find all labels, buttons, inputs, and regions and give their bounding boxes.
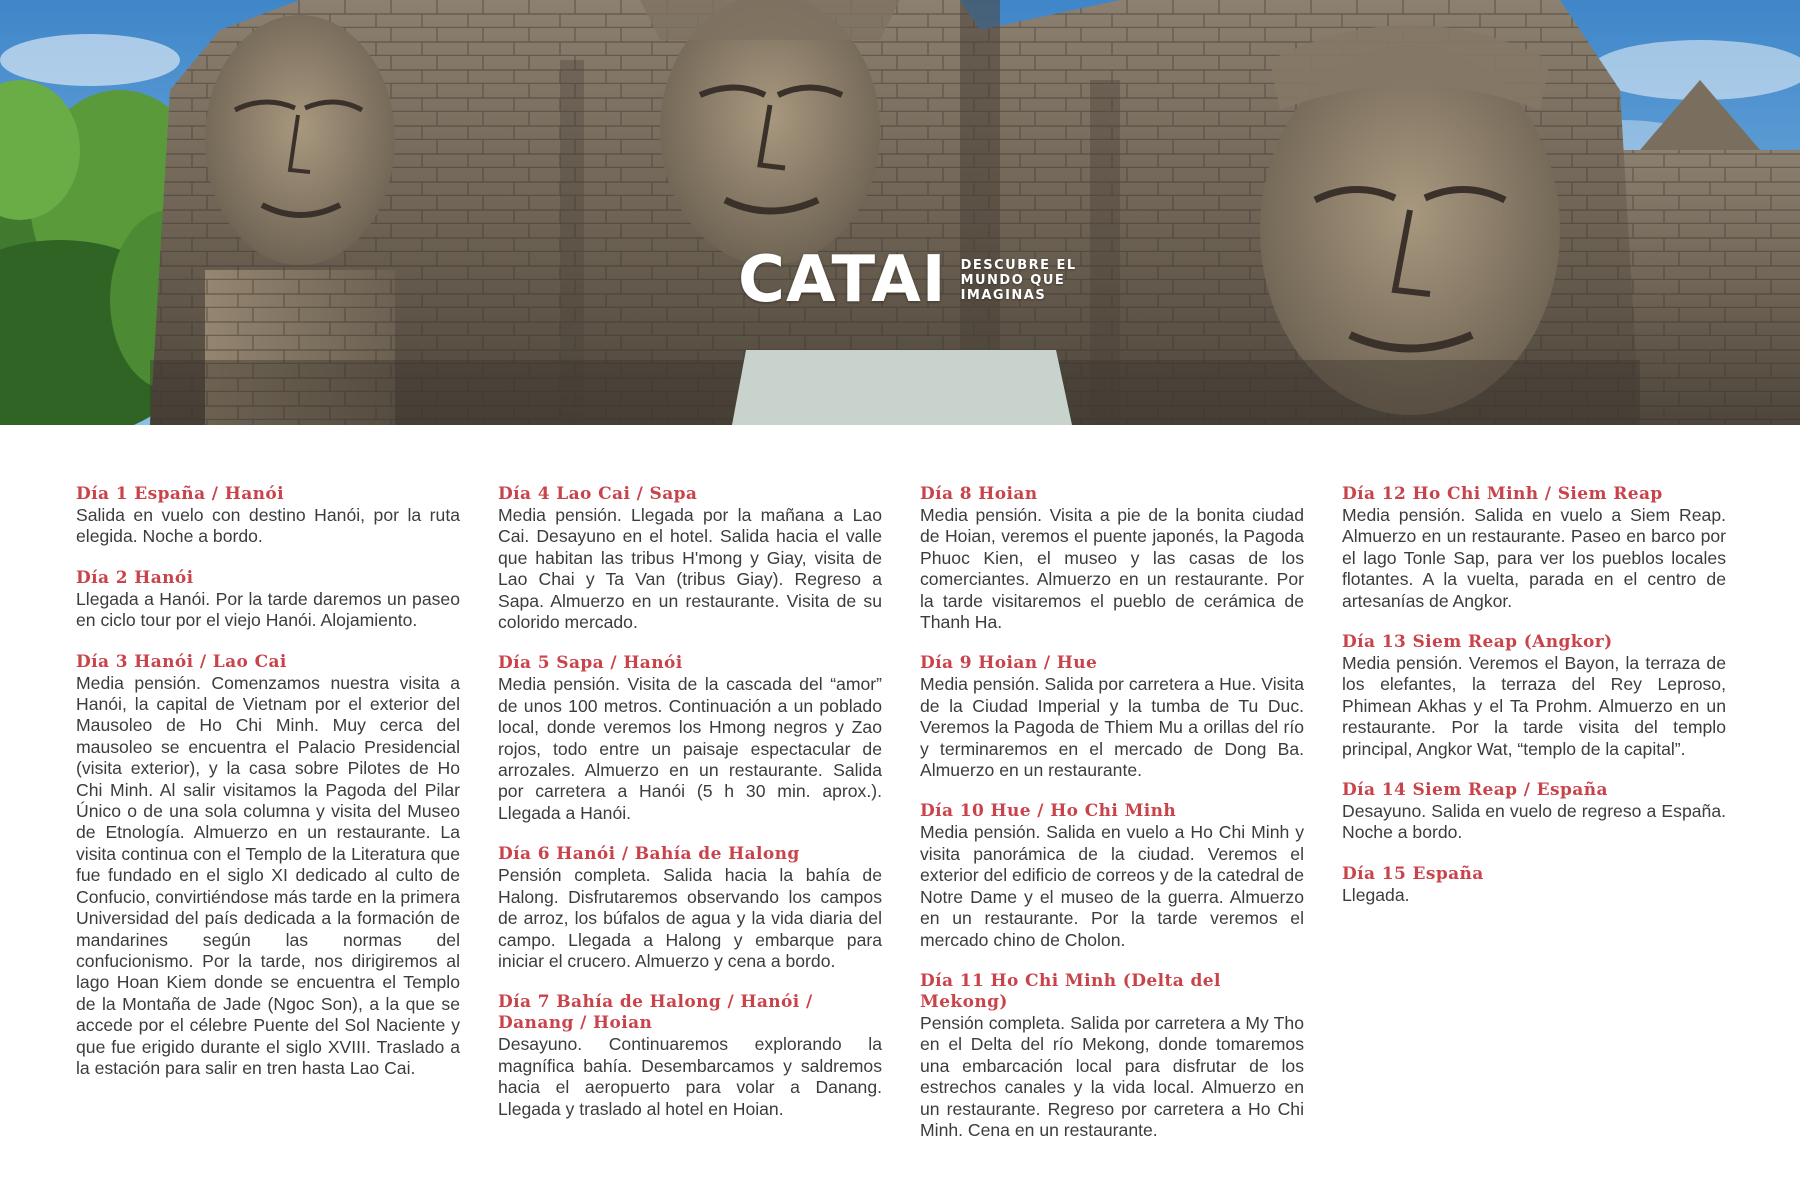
day-block (498, 992, 882, 1120)
day-block (920, 801, 1304, 950)
hero-photo (0, 0, 1800, 425)
tagline-line-3: IMAGINAS (960, 287, 1047, 303)
day-title: Día 3 Hanói / Lao Cai (76, 651, 287, 672)
day-text: Salida en vuelo con destino Hanói, por la ruta elegida. Noche a bordo. (76, 505, 460, 547)
day-title: Día 5 Sapa / Hanói (498, 653, 683, 674)
brand-logo (738, 243, 1077, 317)
tagline-line-1: DESCUBRE EL (960, 257, 1077, 273)
day-text: Llegada a Hanói. Por la tarde daremos un paseo en ciclo tour por el viejo Hanói. Alojamiento. (76, 588, 460, 631)
logo-word: CATAI (738, 243, 947, 317)
day-text: Media pensión. Veremos el Bayon, la terraza de los elefantes, la terraza del Rey Leproso, Phimean Akhas y el Ta Prohm. Almuerzo en un restaurante. Por la tarde visita del templo principal, Angkor Wat, “templo de la capital”. (1342, 653, 1726, 759)
day-block (498, 844, 882, 972)
day-text: Media pensión. Visita a pie de la bonita ciudad de Hoian, veremos el puente japonés, la Pagoda Phuoc Kien, el museo y las casas de los comerciantes. Almuerzo en un restaurante. Por la tarde visitaremos el pueblo de cerámica de Thanh Ha. (920, 505, 1304, 633)
day-block (920, 653, 1304, 781)
itinerary (76, 484, 1726, 1164)
day-block (76, 568, 460, 632)
day-block (1342, 632, 1726, 760)
day-block (1342, 864, 1726, 906)
day-title: Día 15 España (1342, 863, 1484, 884)
day-block (1342, 780, 1726, 844)
itinerary-column-4 (1342, 484, 1726, 926)
day-text: Media pensión. Salida en vuelo a Siem Reap. Almuerzo en un restaurante. Paseo en barco por el lago Tonle Sap, para ver los pueblos locales flotantes. A la vuelta, parada en el centro de artesanías de Angkor. (1342, 505, 1726, 611)
day-title: Día 6 Hanói / Bahía de Halong (498, 844, 800, 865)
day-title: Día 2 Hanói (76, 567, 194, 588)
day-text: Media pensión. Comenzamos nuestra visita a Hanói, la capital de Vietnam por el exterior del Mausoleo de Ho Chi Minh. Muy cerca del mausoleo se encuentra el Palacio Presidencial (visita exterior), y la casa sobre Pilotes de Ho Chi Minh. Al salir visitamos la Pagoda del Pilar Único o de una sola columna y visita del Museo de Etnología. Almuerzo en un restaurante. La visita continua con el Templo de la Literatura que fue fundado en el siglo XI dedicado al culto de Confucio, convirtiéndose más tarde en la primera Universidad del país dedicada a la formación de mandarines según las normas del confucionismo. Por la tarde, nos dirigiremos al lago Hoan Kiem donde se encuentra el Templo de la Montaña de Jade (Ngoc Son), a la que se accede por el célebre Puente del Sol Naciente y que fue erigido durante el siglo XVIII. Traslado a la estación para salir en tren hasta Lao Cai. (76, 672, 460, 1078)
day-text: Desayuno. Continuaremos explorando la magnífica bahía. Desembarcamos y saldremos hacia el aeropuerto para volar a Danang. Llegada y traslado al hotel en Hoian. (498, 1034, 882, 1119)
tab-shape (732, 350, 1072, 425)
day-text: Media pensión. Salida por carretera a Hue. Visita de la Ciudad Imperial y la tumba de Tu Duc. Veremos la Pagoda de Thiem Mu a orillas del río y terminaremos en el mercado de Dong Ba. Almuerzo en un restaurante. (920, 674, 1304, 781)
day-title: Día 8 Hoian (920, 484, 1038, 504)
day-title: Día 1 España / Hanói (76, 484, 284, 504)
day-text: Pensión completa. Salida por carretera a My Tho en el Delta del río Mekong, donde tomaremos una embarcación local para disfrutar de los estrechos canales y la vida local. Almuerzo en un restaurante. Regreso por carretera a Ho Chi Minh. Cena en un restaurante. (920, 1012, 1304, 1140)
itinerary-column-1 (76, 484, 460, 1099)
itinerary-column-3 (920, 484, 1304, 1161)
day-title: Día 7 Bahía de Halong / Hanói / Danang / Hoian (498, 992, 813, 1034)
itinerary-column-2 (498, 484, 882, 1140)
day-block (920, 971, 1304, 1141)
day-text: Media pensión. Salida en vuelo a Ho Chi Minh y visita panorámica de la ciudad. Veremos el exterior del edificio de correos y de la catedral de Notre Dame y el museo de la guerra. Almuerzo en un restaurante. Por la tarde veremos el mercado chino de Cholon. (920, 822, 1304, 950)
day-title: Día 4 Lao Cai / Sapa (498, 484, 698, 504)
logo-tagline (961, 258, 1077, 303)
day-text: Llegada. (1342, 884, 1410, 905)
day-block (498, 653, 882, 824)
day-text: Pensión completa. Salida hacia la bahía de Halong. Disfrutaremos observando los campos de arroz, los búfalos de agua y la vida diaria del campo. Llegada a Halong y embarque para iniciar el crucero. Almuerzo y cena a bordo. (498, 865, 882, 971)
day-block (498, 484, 882, 633)
day-title: Día 10 Hue / Ho Chi Minh (920, 801, 1177, 822)
day-block (920, 484, 1304, 633)
day-block (76, 484, 460, 548)
temple-faces-photo (0, 0, 1800, 425)
day-text: Desayuno. Salida en vuelo de regreso a España. Noche a bordo. (1342, 801, 1726, 843)
day-title: Día 11 Ho Chi Minh (Delta del Mekong) (920, 970, 1221, 1012)
day-text: Media pensión. Llegada por la mañana a Lao Cai. Desayuno en el hotel. Salida hacia el valle que habitan las tribus H'mong y Giay, visita de Lao Chai y Ta Van (tribus Giay). Regreso a Sapa. Almuerzo en un restaurante. Visita de su colorido mercado. (498, 505, 882, 633)
day-title: Día 9 Hoian / Hue (920, 653, 1098, 674)
day-block (76, 652, 460, 1080)
day-title: Día 13 Siem Reap (Angkor) (1342, 632, 1613, 653)
day-title: Día 12 Ho Chi Minh / Siem Reap (1342, 484, 1663, 504)
day-title: Día 14 Siem Reap / España (1342, 780, 1608, 801)
tagline-line-2: MUNDO QUE (960, 272, 1066, 288)
day-text: Media pensión. Visita de la cascada del “amor” de unos 100 metros. Continuación a un poblado local, donde veremos los Hmong negros y Zao rojos, todo entre un paisaje espectacular de arrozales. Almuerzo en un restaurante. Salida por carretera a Hanói (5 h 30 min. aprox.). Llegada a Hanói. (498, 674, 882, 823)
day-block (1342, 484, 1726, 612)
